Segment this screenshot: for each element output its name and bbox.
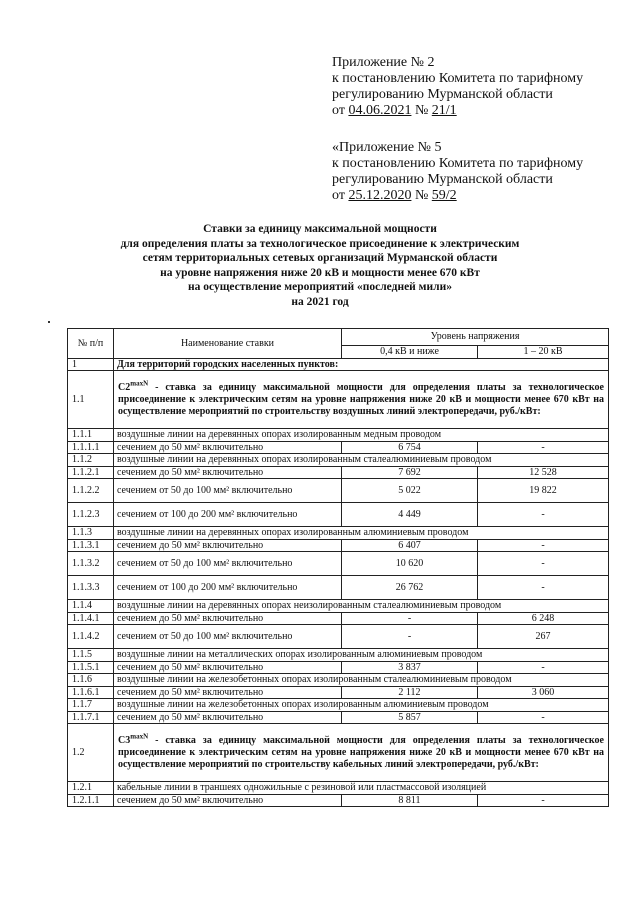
appendix-current [332, 55, 583, 119]
value-mid-voltage: - [478, 503, 609, 527]
table-row [68, 576, 609, 600]
rates-table [67, 328, 609, 807]
row-name: воздушные линии на железобетонных опорах изолированным алюминиевым проводом [114, 699, 609, 712]
value-low-voltage: 10 620 [342, 552, 478, 576]
table-row [68, 625, 609, 649]
appendix-decree: к постановлению Комитета по тарифному [332, 156, 584, 171]
row-number: 1.2.1 [68, 782, 114, 795]
table-row [68, 794, 609, 807]
row-name: сечением до 50 мм² включительно [114, 661, 342, 674]
value-low-voltage: - [342, 625, 478, 649]
row-name: сечением от 100 до 200 мм² включительно [114, 576, 342, 600]
value-mid-voltage: - [478, 661, 609, 674]
row-name: сечением от 50 до 100 мм² включительно [114, 625, 342, 649]
table-row [68, 454, 609, 467]
appendix-date-line [332, 188, 583, 204]
row-number: 1.1.3 [68, 527, 114, 540]
row-name: воздушные линии на металлических опорах изолированным алюминиевым проводом [114, 649, 609, 662]
row-name: сечением от 100 до 200 мм² включительно [114, 503, 342, 527]
row-name: сечением до 50 мм² включительно [114, 612, 342, 625]
table-row [68, 466, 609, 479]
row-name: сечением до 50 мм² включительно [114, 794, 342, 807]
table-row [68, 552, 609, 576]
row-number: 1.1.3.3 [68, 576, 114, 600]
value-mid-voltage: - [478, 552, 609, 576]
row-number: 1.1.6.1 [68, 686, 114, 699]
table-row [68, 503, 609, 527]
row-name: сечением от 50 до 100 мм² включительно [114, 552, 342, 576]
row-number: 1.1.2.3 [68, 503, 114, 527]
row-name: воздушные линии на деревянных опорах изолированным алюминиевым проводом [114, 527, 609, 540]
row-number: 1.1.1.1 [68, 441, 114, 454]
rate-symbol-sup: maxN [130, 732, 149, 741]
row-number: 1.1.2 [68, 454, 114, 467]
appendix-committee: регулированию Мурманской области [332, 87, 553, 102]
value-mid-voltage: 12 528 [478, 466, 609, 479]
value-low-voltage: 6 754 [342, 441, 478, 454]
decree-number: 21/1 [431, 103, 457, 118]
row-number: 1.2.1.1 [68, 794, 114, 807]
table-row [68, 674, 609, 687]
rate-symbol-sup: maxN [130, 379, 149, 388]
value-mid-voltage: - [478, 441, 609, 454]
table-row [68, 724, 609, 782]
table-row [68, 358, 609, 371]
row-number: 1.1.3.1 [68, 539, 114, 552]
value-low-voltage: 3 837 [342, 661, 478, 674]
appendix-title: Приложение № 2 [332, 55, 435, 70]
rate-description: - ставка за единицу максимальной мощности для определения платы за технологическое присоединение к электрическим сетям на уровне напряжения ниже 20 кВ и мощности менее 670 кВт на осуществление мероприятий по строительству воздушных линий электропередачи, руб./кВт: [118, 381, 604, 417]
table-row [68, 429, 609, 442]
table-header-row [68, 329, 609, 346]
value-low-voltage: 8 811 [342, 794, 478, 807]
value-low-voltage: 6 407 [342, 539, 478, 552]
row-name: воздушные линии на деревянных опорах изолированным медным проводом [114, 429, 609, 442]
row-number: 1.1.7.1 [68, 711, 114, 724]
row-name: воздушные линии на железобетонных опорах изолированным сталеалюминиевым проводом [114, 674, 609, 687]
appendix-title: «Приложение № 5 [332, 140, 442, 155]
title-line: на осуществление мероприятий «последней мили» [188, 281, 452, 293]
scan-speck [48, 321, 50, 323]
date-prefix: от [332, 188, 349, 203]
row-number: 1 [68, 358, 114, 371]
header-name: Наименование ставки [114, 329, 342, 359]
row-name: воздушные линии на деревянных опорах неизолированным сталеалюминиевым проводом [114, 600, 609, 613]
table-row [68, 711, 609, 724]
row-name: сечением до 50 мм² включительно [114, 441, 342, 454]
value-low-voltage: 5 022 [342, 479, 478, 503]
value-low-voltage: 5 857 [342, 711, 478, 724]
table-row [68, 612, 609, 625]
value-mid-voltage: - [478, 576, 609, 600]
row-number: 1.1 [68, 371, 114, 429]
appendix-decree: к постановлению Комитета по тарифному [332, 71, 584, 86]
title-line: на 2021 год [291, 295, 349, 308]
table-row [68, 686, 609, 699]
value-mid-voltage: 19 822 [478, 479, 609, 503]
header-num: № п/п [68, 329, 114, 359]
title-line: на уровне напряжения ниже 20 кВ и мощности менее 670 кВт [160, 266, 480, 279]
appendix-original [332, 140, 583, 204]
row-name: кабельные линии в траншеях одножильные с резиновой или пластмассовой изоляцией [114, 782, 609, 795]
decree-date: 04.06.2021 [348, 103, 412, 118]
row-number: 1.1.4.1 [68, 612, 114, 625]
appendix-committee: регулированию Мурманской области [332, 172, 553, 187]
row-number: 1.1.5 [68, 649, 114, 662]
row-name: сечением до 50 мм² включительно [114, 539, 342, 552]
appendix-date-line [332, 103, 583, 119]
rate-symbol: С2 [118, 381, 131, 393]
decree-date: 25.12.2020 [348, 188, 412, 203]
header-col-mid: 1 – 20 кВ [478, 346, 609, 359]
table-row [68, 527, 609, 540]
row-name: сечением от 50 до 100 мм² включительно [114, 479, 342, 503]
value-mid-voltage: - [478, 794, 609, 807]
rate-symbol: С3 [118, 734, 131, 746]
title-line: для определения платы за технологическое присоединение к электрическим [120, 237, 520, 250]
row-number: 1.1.4.2 [68, 625, 114, 649]
table-row [68, 661, 609, 674]
value-low-voltage: 4 449 [342, 503, 478, 527]
table-row [68, 371, 609, 429]
value-mid-voltage: 267 [478, 625, 609, 649]
row-number: 1.1.1 [68, 429, 114, 442]
value-mid-voltage: 6 248 [478, 612, 609, 625]
row-name: сечением до 50 мм² включительно [114, 466, 342, 479]
row-name: Для территорий городских населенных пунктов: [114, 358, 609, 371]
value-mid-voltage: - [478, 711, 609, 724]
value-low-voltage: 7 692 [342, 466, 478, 479]
row-number: 1.1.7 [68, 699, 114, 712]
document-title [0, 222, 640, 309]
row-number: 1.1.2.1 [68, 466, 114, 479]
date-prefix: от [332, 103, 349, 118]
row-number: 1.1.4 [68, 600, 114, 613]
decree-number: 59/2 [431, 188, 457, 203]
row-name [114, 371, 609, 429]
number-prefix: № [411, 188, 432, 203]
number-prefix: № [411, 103, 432, 118]
value-low-voltage: 26 762 [342, 576, 478, 600]
title-line: сетям территориальных сетевых организаций Мурманской области [142, 252, 498, 264]
table-row [68, 441, 609, 454]
table-row [68, 649, 609, 662]
value-low-voltage: 2 112 [342, 686, 478, 699]
row-number: 1.1.2.2 [68, 479, 114, 503]
row-name: воздушные линии на деревянных опорах изолированным сталеалюминиевым проводом [114, 454, 609, 467]
title-line: Ставки за единицу максимальной мощности [203, 223, 437, 235]
table-row [68, 699, 609, 712]
table-row [68, 600, 609, 613]
row-name: сечением до 50 мм² включительно [114, 711, 342, 724]
value-low-voltage: - [342, 612, 478, 625]
row-number: 1.2 [68, 724, 114, 782]
table-row [68, 539, 609, 552]
row-number: 1.1.6 [68, 674, 114, 687]
value-mid-voltage: 3 060 [478, 686, 609, 699]
row-name [114, 724, 609, 782]
value-mid-voltage: - [478, 539, 609, 552]
table-row [68, 782, 609, 795]
row-number: 1.1.3.2 [68, 552, 114, 576]
rate-description: - ставка за единицу максимальной мощности для определения платы за технологическое присоединение к электрическим сетям на уровне напряжения ниже 20 кВ и мощности менее 670 кВт на осуществление мероприятий по строительству кабельных линий электропередачи, руб./кВт: [118, 734, 604, 770]
row-name: сечением до 50 мм² включительно [114, 686, 342, 699]
header-col-low: 0,4 кВ и ниже [342, 346, 478, 359]
row-number: 1.1.5.1 [68, 661, 114, 674]
table-row [68, 479, 609, 503]
header-level: Уровень напряжения [342, 329, 609, 346]
